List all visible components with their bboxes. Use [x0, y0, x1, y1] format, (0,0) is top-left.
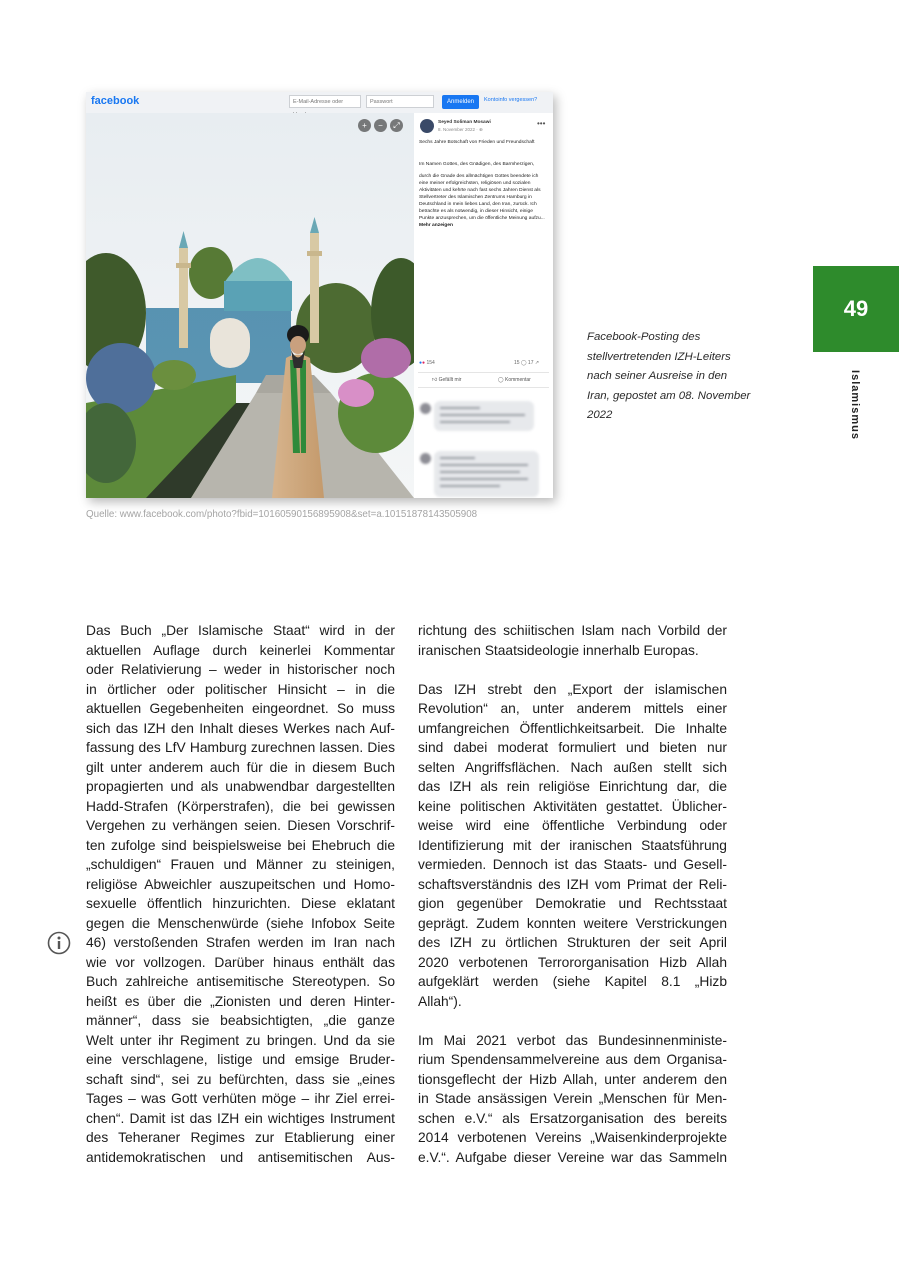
- comment-icon: ◯: [498, 377, 504, 383]
- avatar[interactable]: [420, 119, 434, 133]
- text-line: sind dabei moderat formuliert und bieten nur: [418, 740, 727, 755]
- text-line: des IZH zu örtlichen Strukturen der seit April: [418, 935, 727, 950]
- text-line: gion gegenüber Demokratie und Rechtsstaat: [418, 896, 727, 911]
- text-line: 2014 verbotenen Vereins „Waisenkinderprojekte: [418, 1130, 727, 1145]
- show-more-link[interactable]: Mehr anzeigen: [419, 223, 453, 228]
- text-line: ten zufolge sind beispielsweise bei Ehebruch die: [86, 837, 395, 853]
- zoom-in-icon[interactable]: +: [358, 119, 371, 132]
- text-line: fassung des LfV Hamburg zurechnen lassen. Dies: [86, 740, 395, 755]
- text-line: weise wird eine öffentliche Verbindung oder: [418, 818, 727, 833]
- info-icon: [47, 931, 71, 955]
- text-line: Tages – was Gott verhüten möge – ihr Ziel errei-: [86, 1091, 395, 1106]
- text-line: wie vor vollzogen. Darüber hinaus enthält das: [86, 954, 395, 970]
- facebook-post-panel: [414, 113, 553, 498]
- fullscreen-icon[interactable]: ⤢: [390, 119, 403, 132]
- text-line: Das IZH strebt den „Export der islamischen: [418, 681, 727, 697]
- text-line: Allah“).: [418, 993, 462, 1009]
- text-line: keine politischen Aktivitäten gestattet. Üblicher-: [418, 798, 727, 814]
- paragraph: [418, 680, 727, 1012]
- text-line: rium Spendensammelvereine aus dem Organisa-: [418, 1052, 727, 1067]
- facebook-screenshot-figure: [86, 92, 553, 498]
- more-options-icon[interactable]: •••: [537, 119, 546, 128]
- figure-caption: Facebook-Posting des stellvertretenden IZH-Leiters nach seiner Ausreise in den Iran, gepostet am 08. November 2022: [587, 331, 751, 421]
- text-line: vermieden. Dennoch ist das Staats- und Gesell-: [418, 857, 727, 872]
- text-line: Revolution“ an, unter anderem mittels einer: [418, 701, 727, 716]
- page-number-tab: 49: [813, 266, 899, 352]
- comment-button[interactable]: ◯ Kommentar: [498, 377, 531, 383]
- text-line: tionsgeflecht der Hizb Allah, unter anderem den: [418, 1071, 727, 1087]
- text-line: iranischen Staatsideologie innerhalb Europas.: [418, 642, 699, 658]
- heart-reaction-icon: ●: [422, 360, 426, 366]
- text-line: heißt es über die „Zionisten und deren Hinter-: [86, 993, 395, 1009]
- like-reaction-icon: ●: [419, 360, 423, 366]
- like-button[interactable]: 👍︎ Gefällt mir: [432, 377, 462, 383]
- text-line: umfangreichen Öffentlichkeitsarbeit. Die Inhalte: [418, 720, 727, 736]
- paragraph-gap: [418, 660, 727, 680]
- blurred-comment: [418, 451, 548, 498]
- post-title: Sechs Jahre Botschaft von Frieden und Freundschaft: [419, 140, 535, 145]
- text-line: 46) verstoßenden Strafen werden im Iran nach: [86, 935, 395, 950]
- paragraph: [418, 621, 727, 660]
- text-line: gilt unter anderem auch für die in diesem Buch: [86, 759, 395, 775]
- thumbs-up-icon: 👍︎: [432, 377, 438, 383]
- text-line: antidemokratischen und antisemitischen Aus-: [86, 1149, 395, 1165]
- password-field[interactable]: Passwort: [366, 95, 434, 108]
- text-line: chen“. Damit ist das IZH ein wichtiges Instrument: [86, 1110, 395, 1126]
- forgot-account-link[interactable]: Kontoinfo vergessen?: [484, 97, 538, 103]
- text-line: Vergehen zu verhängen seien. Diesen Vorschrif-: [86, 818, 395, 833]
- poster-name[interactable]: Seyed Soliman Mosawi: [438, 120, 491, 125]
- text-line: religiöse Abweichler auszupeitschen und Homo-: [86, 876, 395, 892]
- text-line: „schuldigen“ Frauen und Männer zu steinigen,: [86, 857, 395, 872]
- text-line: schaft sind“, sei zu befürchten, dass sie „eines: [86, 1071, 395, 1087]
- reaction-summary[interactable]: [419, 360, 435, 366]
- text-line: schen e.V.“ als Ersatzorganisation des bereits: [418, 1110, 727, 1126]
- text-line: Buch zahlreiche antisemitische Stereotypen. So: [86, 974, 395, 989]
- text-line: Identifizierung mit der iranischen Staatsführung: [418, 837, 727, 853]
- text-line: das IZH als rein religiöse Einrichtung dar, die: [418, 779, 727, 794]
- paragraph: [418, 1031, 727, 1168]
- text-line: aktuellen Auflage durch keinerlei Kommentar: [86, 642, 395, 658]
- facebook-logo: facebook: [91, 95, 140, 107]
- text-line: männer“, dass sie beabsichtigten, „die ganze: [86, 1013, 395, 1028]
- post-actions: [418, 372, 549, 388]
- text-line: in örtlicher oder politischer Hinsicht – in die: [86, 681, 395, 697]
- post-paragraph: Im Namen Gottes, des Gnädigen, des Barmherzigen,: [419, 162, 535, 167]
- text-line: gegen die Menschenwürde (siehe Infobox Seite: [86, 915, 395, 931]
- text-line: Welt unter ihr Regiment zu bringen. Und da sie: [86, 1032, 395, 1048]
- text-line: sexuelle öffentlich hinzurichten. Diese eklatant: [86, 896, 395, 911]
- login-button[interactable]: Anmelden: [442, 95, 479, 109]
- post-date: 8. November 2022 · ⊕: [438, 127, 483, 132]
- text-line: oder Relativierung – weder in historischer noch: [86, 662, 395, 677]
- text-line: Das Buch „Der Islamische Staat“ wird in der: [86, 623, 395, 638]
- comment-share-counts: 15 ◯ 17 ↗: [514, 360, 540, 366]
- mosque-photo: [86, 113, 414, 498]
- body-text-left-column: [86, 621, 395, 1167]
- text-line: sich das IZH den Inhalt dieses Werkes nach Auf-: [86, 720, 395, 736]
- paragraph-gap: [418, 1011, 727, 1031]
- text-line: schaftsverständnis des IZH vom Primat der Reli-: [418, 876, 727, 892]
- email-field[interactable]: E-Mail-Adresse oder: [289, 95, 361, 108]
- reaction-count: 154: [426, 360, 435, 366]
- text-line: Im Mai 2021 verbot das Bundesinnenministe-: [418, 1032, 727, 1048]
- text-line: 2020 verbotenen Terrororganisation Hizb Allah: [418, 954, 727, 970]
- text-line: in Stade ansässigen Verein „Menschen für Men-: [418, 1091, 727, 1106]
- post-body: [419, 161, 547, 234]
- zoom-out-icon[interactable]: −: [374, 119, 387, 132]
- facebook-top-bar: [86, 92, 553, 114]
- text-line: selten Angriffsflächen. Nach außen stellt sich: [418, 759, 727, 775]
- text-line: des Teheraner Regimes zur Etablierung einer: [86, 1130, 395, 1145]
- image-source-credit: Quelle: www.facebook.com/photo?fbid=10160590156895908&set=a.10151878143505908: [86, 509, 478, 520]
- section-label: Islamismus: [849, 370, 861, 440]
- reaction-bar: [419, 360, 549, 370]
- text-line: Hadd-Strafen (Körperstrafen), die bei gewissen: [86, 798, 395, 814]
- post-paragraph: durch die Gnade des allmächtigen Gottes beendete ich eine meiner erfolgreichsten, religiösen und sozialen Aktivitäten und kehrte nach fast sechs Jahren Dienst als Stellvertreter des Islamischen Zentrums Hamburg in Deutschland in mein liebes Land, den Iran, zurück. Ich betrachte es als notwendig, in dieser Hinsicht, einige Punkte anzusprechen, um die öffentliche Meinung aufzu... Mehr anzeigen: [419, 174, 545, 228]
- photo-zoom-controls: [358, 119, 403, 132]
- text-line: geprägt. Zudem konnten weitere Verstrickungen: [418, 915, 727, 931]
- text-line: aktuellen Gegebenheiten eingeordnet. So muss: [86, 701, 395, 716]
- blurred-comment: [418, 401, 548, 435]
- body-text-right-column: [418, 621, 727, 1167]
- text-line: aufgeklärt werden (siehe Kapitel 8.1 „Hizb: [418, 974, 727, 989]
- text-line: propagierten und als unabwendbar dargestellten: [86, 779, 395, 794]
- text-line: e.V.“. Aufgabe dieser Vereine war das Sammeln: [418, 1149, 727, 1165]
- text-line: richtung des schiitischen Islam nach Vorbild der: [418, 623, 727, 638]
- text-line: eine verschlagene, listige und emsige Bruder-: [86, 1052, 395, 1067]
